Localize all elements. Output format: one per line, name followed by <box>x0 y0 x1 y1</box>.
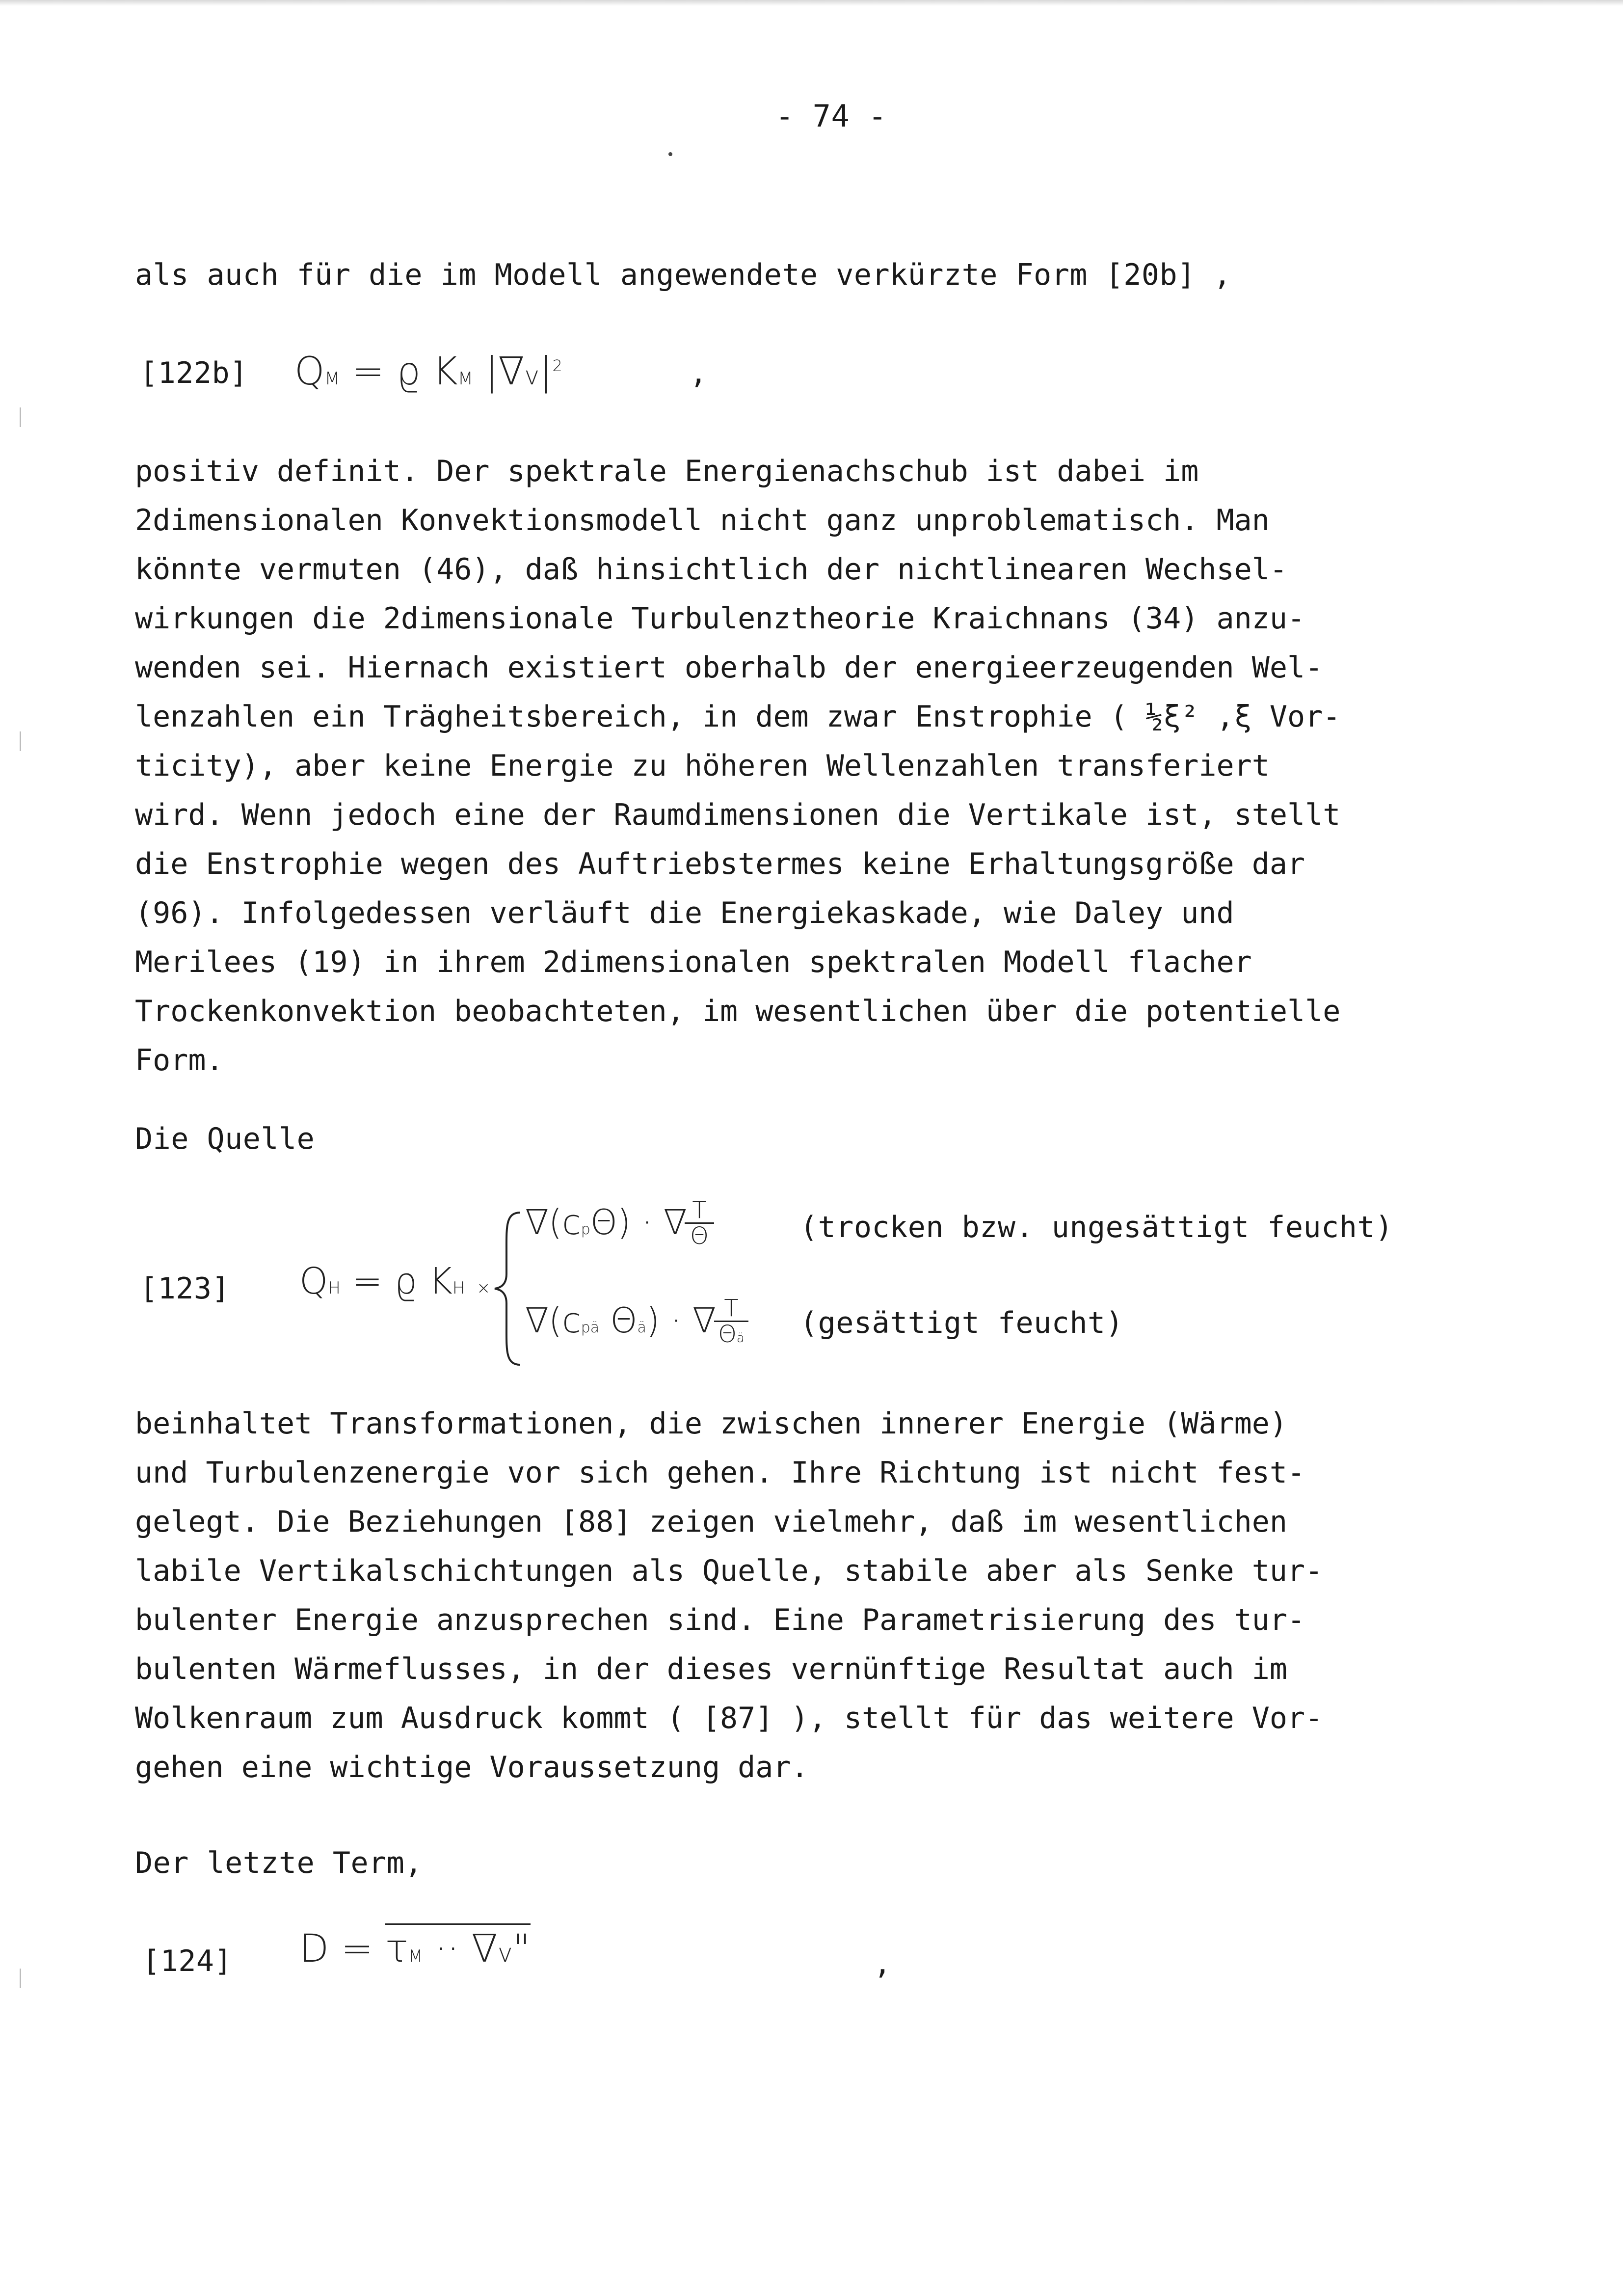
text-line: Trockenkonvektion beobachteten, im wesentlichen über die potentielle <box>135 994 1341 1028</box>
text-line: Form. <box>135 1043 224 1078</box>
expr-mid: Θ) · ∇ <box>590 1202 687 1243</box>
case-1-expression <box>525 1198 687 1254</box>
equation-label: [123] <box>140 1271 230 1306</box>
quelle-line: Die Quelle <box>135 1122 315 1156</box>
text-line: die Enstrophie wegen des Auftriebstermes keine Erhaltungsgröße dar <box>135 847 1305 881</box>
eq-tau: τ <box>385 1927 408 1971</box>
case-1-note: (trocken bzw. ungesättigt feucht) <box>800 1210 1393 1244</box>
eq-lhs-sub: H <box>328 1278 341 1298</box>
eq-lhs: Q <box>294 350 325 394</box>
text-line: Wolkenraum zum Ausdruck kommt ( [87] ), stellt für das weitere Vor- <box>135 1701 1323 1735</box>
text-line: labile Vertikalschichtungen als Quelle, stabile aber als Senke tur- <box>135 1554 1323 1588</box>
expr-mid-sub: ä <box>637 1319 646 1336</box>
eq-var: v <box>524 361 540 391</box>
scan-margin-mark <box>20 1969 21 1988</box>
eq-rhs: = ϱ K <box>352 350 458 394</box>
fraction-numerator: T <box>714 1296 748 1322</box>
text-line: (96). Infolgedessen verläuft die Energiekaskade, wie Daley und <box>135 896 1234 930</box>
text-line: wirkungen die 2dimensionale Turbulenztheorie Kraichnans (34) anzu- <box>135 601 1305 636</box>
eq-lhs: D = <box>299 1927 373 1971</box>
expr-sub: pä <box>581 1319 600 1336</box>
letzte-line: Der letzte Term, <box>135 1846 423 1880</box>
eq-abs: | <box>539 350 553 394</box>
text-line: Merilees (19) in ihrem 2dimensionalen spektralen Modell flacher <box>135 945 1252 979</box>
expr-mid2: ) · ∇ <box>646 1300 716 1341</box>
expr: ∇(c <box>525 1300 581 1341</box>
scan-speck <box>668 152 672 156</box>
curly-brace-icon <box>491 1208 525 1370</box>
eq-tau-sub: M <box>408 1946 423 1966</box>
equation-body <box>294 341 562 404</box>
eq-overline-group <box>385 1923 531 1971</box>
scan-top-edge <box>0 0 1623 6</box>
paragraph-2 <box>135 1399 1499 1792</box>
equation-label: [122b] <box>140 356 248 390</box>
text-line: lenzahlen ein Trägheitsbereich, in dem zwar Enstrophie ( ½ξ² ,ξ Vor- <box>135 700 1341 734</box>
eq-times: × <box>477 1278 491 1298</box>
equation-lhs <box>299 1257 491 1313</box>
fraction-numerator: T <box>685 1198 714 1224</box>
eq-rhs-sub: M <box>457 369 473 389</box>
text-line: 2dimensionalen Konvektionsmodell nicht ganz unproblematisch. Man <box>135 503 1270 538</box>
expr-mid: Θ <box>610 1300 638 1341</box>
case-2-note: (gesättigt feucht) <box>800 1306 1124 1340</box>
equation-comma: , <box>690 356 708 390</box>
intro-line: als auch für die im Modell angewendete verkürzte Form [20b] , <box>135 258 1232 292</box>
equation-body <box>299 1924 531 1981</box>
text-line: könnte vermuten (46), daß hinsichtlich der nichtlinearen Wechsel- <box>135 552 1287 587</box>
scan-margin-mark <box>20 407 21 427</box>
eq-lhs-sub: M <box>324 369 340 389</box>
eq-rhs-sub: H <box>452 1278 465 1298</box>
text-line: wenden sei. Hiernach existiert oberhalb der energieerzeugenden Wel- <box>135 650 1323 685</box>
fraction-denominator-sub: ä <box>736 1331 745 1346</box>
eq-rhs: = ϱ K <box>352 1260 452 1302</box>
eq-prime: " <box>512 1927 531 1971</box>
equation-comma: , <box>874 1946 892 1981</box>
text-line: ticity), aber keine Energie zu höheren Wellenzahlen transferiert <box>135 749 1270 783</box>
text-line: bulenter Energie anzusprechen sind. Eine Parametrisierung des tur- <box>135 1603 1305 1637</box>
eq-lhs: Q <box>299 1260 328 1302</box>
eq-grad: ·· ∇ <box>423 1927 498 1971</box>
case-2-fraction <box>714 1296 748 1351</box>
case-1-fraction <box>685 1198 714 1248</box>
fraction-denominator: Θ <box>718 1321 737 1348</box>
text-line: bulenten Wärmeflusses, in der dieses vernünftige Resultat auch im <box>135 1652 1287 1686</box>
text-line: positiv definit. Der spektrale Energienachschub ist dabei im <box>135 454 1199 488</box>
text-line: und Turbulenzenergie vor sich gehen. Ihre Richtung ist nicht fest- <box>135 1456 1305 1490</box>
eq-var: v <box>497 1939 513 1968</box>
equation-label: [124] <box>142 1944 233 1978</box>
text-line: gelegt. Die Beziehungen [88] zeigen vielmehr, daß im wesentlichen <box>135 1505 1287 1539</box>
text-line: gehen eine wichtige Voraussetzung dar. <box>135 1750 809 1784</box>
text-line: wird. Wenn jedoch eine der Raumdimensionen die Vertikale ist, stellt <box>135 798 1341 832</box>
paragraph-1 <box>135 447 1499 1085</box>
fraction-denominator: Θ <box>690 1222 709 1250</box>
expr-sub: p <box>581 1221 590 1238</box>
eq-grad: |∇ <box>485 350 525 394</box>
text-line: beinhaltet Transformationen, die zwischen innerer Energie (Wärme) <box>135 1406 1287 1441</box>
scan-margin-mark <box>20 731 21 751</box>
page-number: - 74 - <box>775 98 887 134</box>
expr: ∇(c <box>525 1202 581 1243</box>
case-2-expression <box>525 1296 716 1352</box>
eq-exponent: 2 <box>552 356 562 375</box>
